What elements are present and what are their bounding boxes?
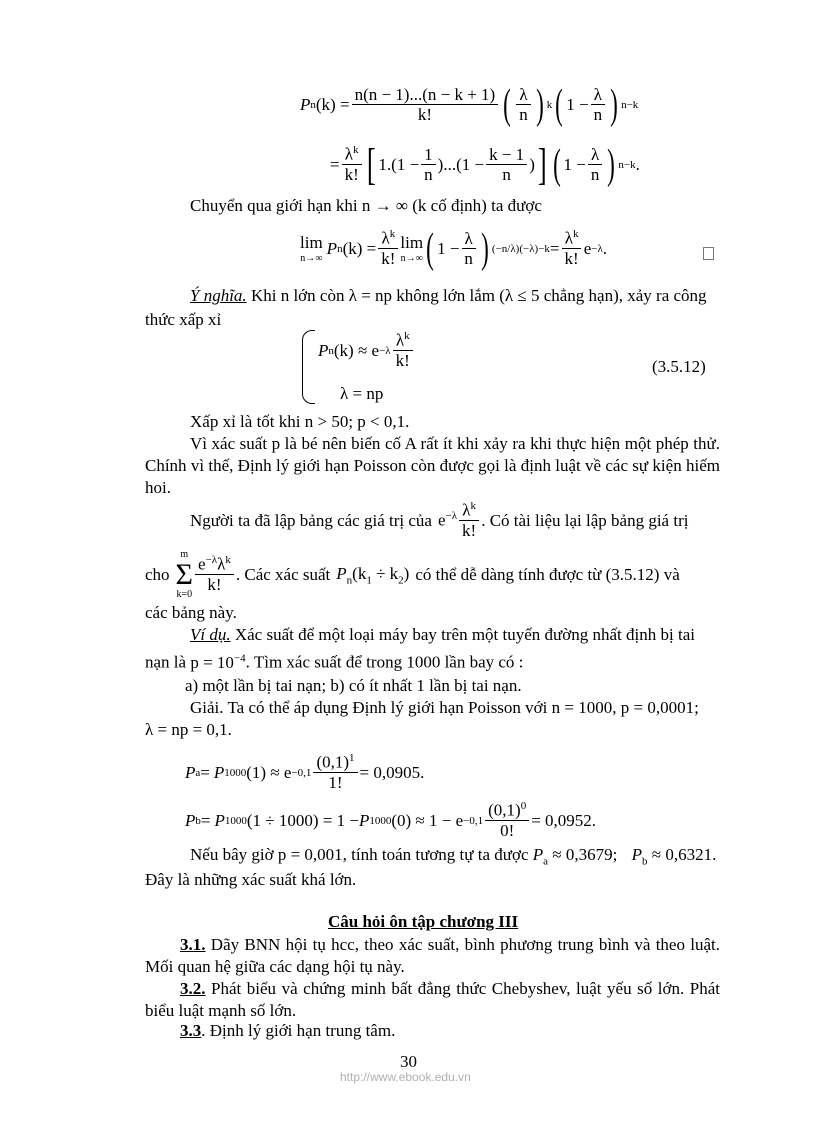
vi-du-line2: nạn là $p = 10^{-4}$. Tìm xác suất để trong 1000 lần bay có : (145, 652, 524, 672)
line-cac-bang: các bảng này. (145, 603, 237, 622)
system-eq2: λ = np (340, 384, 384, 403)
equation-limit: lim n→∞ P n (k) = $\frac{\lambda^k}{k!}$ lim n→∞ ( 1 − $\frac{\lambda}{n}$ ) (−n/λ)(−λ)−k = $\frac{\lambda^k}{k!}$ e −λ . (300, 226, 608, 272)
vi-du-label: Ví dụ. (190, 625, 231, 644)
y-nghia-text: Khi n lớn còn λ = np không lớn lắm (λ ≤ 5 chẳng hạn), xảy ra công (246, 286, 707, 305)
paragraph-vi-xac-suat: Vì xác suất p là bé nên biến cố A rất ít khi xảy ra khi thực hiện một phép thử. Chính vì thế, Định lý giới hạn Poisson còn được gọi là định luật về các sự kiện hiếm hoi. (145, 434, 720, 497)
vi-du-parts: a) một lần bị tai nạn; b) có ít nhất 1 lần bị tai nạn. (185, 676, 522, 695)
y-nghia-line2: thức xấp xỉ (145, 310, 222, 329)
page-number: 30 (400, 1052, 417, 1071)
system-brace (302, 330, 315, 404)
line-cho-sum: cho m Σ k=0 $\frac{e^{-\lambda}\lambda^k}{k!}$ . Các xác suất $P_n(k_1 \div k_2)$ có thể dễ dàng tính được từ (3.5.12) và (145, 549, 680, 600)
neu-line: Nếu bây giờ p = 0,001, tính toán tương tự ta được $P_a \approx 0,3679$; $P_b \approx 0,6321$. (190, 845, 717, 868)
question-3-3: 3.3. Định lý giới hạn trung tâm. (180, 1021, 396, 1040)
giai-line: Giải. Ta có thể áp dụng Định lý giới hạn Poisson với n = 1000, p = 0,0001; (190, 698, 699, 717)
line-xap-xi: Xấp xỉ là tốt khi n > 50; p < 0,1. (190, 412, 410, 431)
equation-pn-line1: P n (k) = $\frac{n(n - 1)...(n - k + 1)}{k!}$ ( $\frac{\lambda}{n}$ ) k ( 1 − $\frac{\lambda}{n}$ ) n−k (300, 82, 639, 128)
equation-label-3-5-12: (3.5.12) (652, 357, 706, 376)
equation-pb: P b = P 1000 (1 ÷ 1000) = 1 − P 1000 (0) ≈ 1 − e −0,1 $\frac{(0,1)^0}{0!}$ = 0,0952. (185, 800, 597, 841)
line-chuyen-qua: Chuyển qua giới hạn khi n → ∞ (k cố định) ta được (190, 196, 542, 215)
question-3-2: 3.2. Phát biểu và chứng minh bất đẳng thức Chebyshev, luật yếu số lớn. Phát biểu luật mạnh số lớn. (145, 979, 720, 1020)
equation-pn-line2: = $\frac{\lambda^k}{k!}$ [ 1.(1 − $\frac{1}{n}$ )...(1 − $\frac{k - 1}{n}$ ) ] ( 1 − $\frac{\lambda}{n}$ ) n−k . (330, 140, 640, 189)
system-eq1: P n (k) ≈ e −λ $\frac{\lambda^k}{k!}$ (318, 330, 415, 372)
review-title: Câu hỏi ôn tập chương III (328, 912, 519, 931)
footer-url: http://www.ebook.edu.vn (340, 1070, 471, 1084)
equation-pa: P a = P 1000 (1) ≈ e −0,1 $\frac{(0,1)^1}{1!}$ = 0,0905. (185, 752, 425, 793)
y-nghia-line (190, 286, 707, 306)
vi-du-line: Ví dụ. Xác suất để một loại máy bay trên một tuyến đường nhất định bị tai (190, 625, 695, 644)
lambda-line: λ = np = 0,1. (145, 720, 232, 739)
question-3-1: 3.1. Dãy BNN hội tụ hcc, theo xác suất, bình phương trung bình và theo luật. Mối quan hệ giữa các dạng hội tụ này. (145, 935, 720, 976)
y-nghia-label: Ý nghĩa. (190, 286, 247, 305)
qed-square (703, 247, 714, 260)
line-nguoi-ta: Người ta đã lập bảng các giá trị của $e^{-\lambda}$ $\frac{\lambda^k}{k!}$ . Có tài liệu lại lập bảng giá trị (190, 500, 689, 541)
day-la-line: Đây là những xác suất khá lớn. (145, 870, 357, 889)
